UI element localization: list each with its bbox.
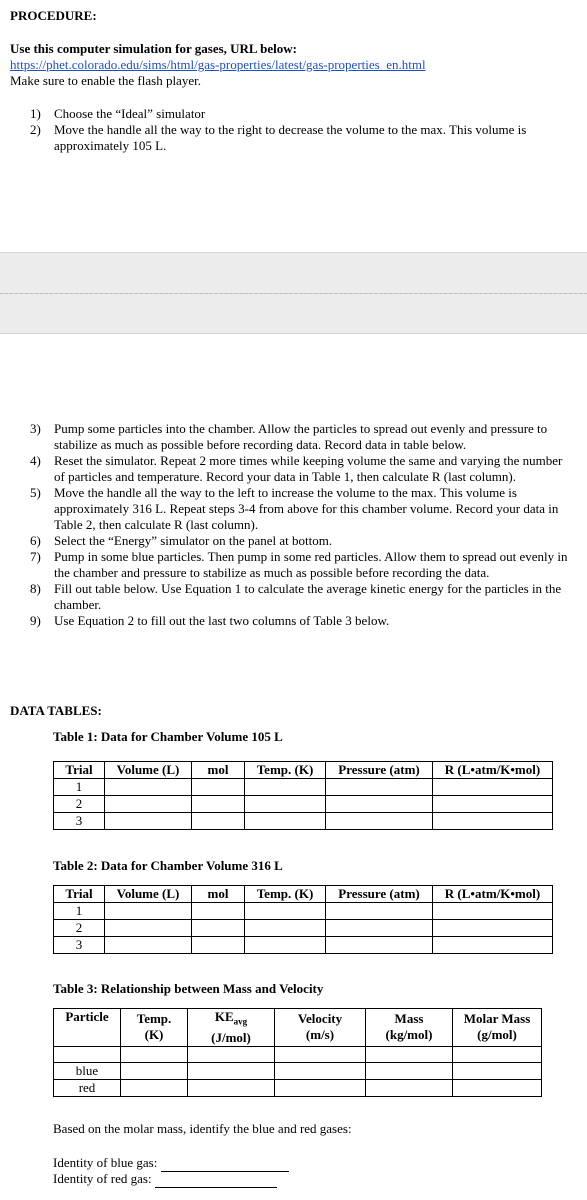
col-temp: Temp. (K) [245,762,326,779]
input-cell[interactable] [188,1046,275,1062]
input-cell[interactable] [245,937,326,954]
col-mass-label: Mass [394,1011,424,1027]
step-text: Pump some particles into the chamber. Allow the particles to spread out evenly and pressure to stabilize as much as possible before recording data. Record data in table below. [54,421,548,452]
input-cell[interactable] [326,903,433,920]
input-cell[interactable] [121,1062,188,1079]
step-number: 4) [30,453,41,468]
input-cell[interactable] [366,1062,453,1079]
table1 [53,761,553,830]
input-cell[interactable] [245,903,326,920]
input-cell[interactable] [121,1079,188,1096]
col-r: R (L•atm/K•mol) [433,762,553,779]
input-cell[interactable] [105,813,192,830]
input-cell[interactable] [105,920,192,937]
col-volume: Volume (L) [105,886,192,903]
input-cell[interactable] [433,903,553,920]
input-cell[interactable] [54,1046,121,1062]
table1-caption: Table 1: Data for Chamber Volume 105 L [53,729,283,744]
table-row [54,1062,542,1079]
table-row [54,1046,542,1062]
input-cell[interactable] [433,796,553,813]
col-particle [54,1009,121,1047]
trial-cell: 3 [54,813,105,830]
step-text: Pump in some blue particles. Then pump in some red particles. Allow them to spread out evenly in the chamber and pressure to stabilize as much as possible before recording the data. [54,549,568,580]
trial-cell: 1 [54,903,105,920]
step-text: Move the handle all the way to the left to increase the volume to the max. This volume is approximately 316 L. Repeat steps 3-4 from above for this chamber volume. Record your data in Table 2, then calculate R (last column). [54,485,559,532]
input-cell[interactable] [326,796,433,813]
step-8 [10,581,570,613]
col-mol: mol [192,762,245,779]
input-cell[interactable] [326,779,433,796]
col-pressure: Pressure (atm) [326,762,433,779]
table-header-row [54,886,553,903]
col-temp-label: Temp. [136,1011,172,1027]
input-cell[interactable] [121,1046,188,1062]
table3 [53,1008,542,1097]
col-trial: Trial [54,886,105,903]
step-text: Fill out table below. Use Equation 1 to calculate the average kinetic energy for the particles in the chamber. [54,581,562,612]
blue-gas-row [53,1155,289,1172]
input-cell[interactable] [433,937,553,954]
table-row [54,796,553,813]
input-cell[interactable] [105,796,192,813]
step-text: Select the “Energy” simulator on the panel at bottom. [54,533,333,548]
input-cell[interactable] [326,813,433,830]
input-cell[interactable] [192,903,245,920]
table-row [54,903,553,920]
table3-caption: Table 3: Relationship between Mass and Velocity [53,981,324,996]
step-number: 6) [30,533,41,548]
input-cell[interactable] [105,937,192,954]
step-text: Choose the “Ideal” simulator [54,106,206,121]
step-text: Move the handle all the way to the right to decrease the volume to the max. This volume is approximately 105 L. [54,122,527,153]
blue-gas-answer-line[interactable] [161,1155,289,1172]
steps-list-a [10,106,570,154]
col-ke [188,1009,275,1047]
input-cell[interactable] [192,920,245,937]
step-7 [10,549,570,581]
input-cell[interactable] [245,920,326,937]
col-mol: mol [192,886,245,903]
step-number: 8) [30,581,41,596]
steps-list-b [10,421,570,629]
step-number: 2) [30,122,41,137]
input-cell[interactable] [245,796,326,813]
col-ke-subscript: avg [233,1016,248,1027]
trial-cell: 2 [54,796,105,813]
col-velocity-unit: (m/s) [305,1027,335,1043]
input-cell[interactable] [433,813,553,830]
flash-note: Make sure to enable the flash player. [10,73,201,88]
col-molar-mass-label: Molar Mass [463,1011,531,1027]
col-ke-label: KE [214,1009,234,1024]
col-temp [121,1009,188,1047]
input-cell[interactable] [192,813,245,830]
step-text: Reset the simulator. Repeat 2 more times while keeping volume the same and varying the number of particles and temperature. Record your data in Table 1, then calculate R (last column). [54,453,563,484]
col-mass-unit: (kg/mol) [385,1027,433,1043]
trial-cell: 3 [54,937,105,954]
col-temp: Temp. (K) [245,886,326,903]
col-volume: Volume (L) [105,762,192,779]
col-molar-mass-unit: (g/mol) [477,1027,517,1043]
col-pressure: Pressure (atm) [326,886,433,903]
page-break-band-top [0,252,587,294]
input-cell[interactable] [275,1079,366,1096]
data-tables-heading: DATA TABLES: [10,703,102,718]
col-ke-unit: (J/mol) [211,1029,251,1045]
input-cell[interactable] [245,813,326,830]
step-1 [10,106,570,122]
input-cell[interactable] [105,779,192,796]
red-gas-answer-line[interactable] [155,1171,277,1188]
page-break-band-bottom [0,294,587,334]
col-mass [366,1009,453,1047]
input-cell[interactable] [326,937,433,954]
blue-gas-label: Identity of blue gas: [53,1155,158,1170]
input-cell[interactable] [245,779,326,796]
table2 [53,885,553,954]
red-gas-row [53,1171,277,1188]
input-cell[interactable] [453,1079,542,1096]
identify-prompt: Based on the molar mass, identify the blue and red gases: [53,1121,352,1136]
step-9 [10,613,570,629]
particle-cell-blue: blue [54,1062,121,1079]
particle-cell-red: red [54,1079,121,1096]
input-cell[interactable] [188,1079,275,1096]
col-trial: Trial [54,762,105,779]
input-cell[interactable] [433,920,553,937]
input-cell[interactable] [188,1062,275,1079]
col-velocity [275,1009,366,1047]
table-header-row [54,762,553,779]
col-particle-label: Particle [65,1009,109,1024]
input-cell[interactable] [433,779,553,796]
step-number: 9) [30,613,41,628]
table2-caption: Table 2: Data for Chamber Volume 316 L [53,858,283,873]
table-row [54,1079,542,1096]
input-cell[interactable] [192,937,245,954]
simulation-instruction: Use this computer simulation for gases, URL below: [10,41,297,56]
input-cell[interactable] [275,1046,366,1062]
step-text: Use Equation 2 to fill out the last two columns of Table 3 below. [54,613,390,628]
table-row [54,937,553,954]
input-cell[interactable] [105,903,192,920]
input-cell[interactable] [192,796,245,813]
trial-cell: 1 [54,779,105,796]
step-number: 3) [30,421,41,436]
table-row [54,920,553,937]
trial-cell: 2 [54,920,105,937]
input-cell[interactable] [453,1046,542,1062]
step-number: 5) [30,485,41,500]
simulation-url-link[interactable]: https://phet.colorado.edu/sims/html/gas-properties/latest/gas-properties_en.html [10,57,426,72]
step-2 [10,122,570,154]
table-header-row [54,1009,542,1047]
step-4 [10,453,570,485]
input-cell[interactable] [326,920,433,937]
input-cell[interactable] [275,1062,366,1079]
col-r: R (L•atm/K•mol) [433,886,553,903]
input-cell[interactable] [366,1046,453,1062]
col-molar-mass [453,1009,542,1047]
step-5 [10,485,570,533]
step-3 [10,421,570,453]
table-row [54,813,553,830]
input-cell[interactable] [192,779,245,796]
step-number: 7) [30,549,41,564]
procedure-heading: PROCEDURE: [10,8,97,23]
col-temp-unit: (K) [144,1027,164,1043]
step-6 [10,533,570,549]
red-gas-label: Identity of red gas: [53,1171,152,1186]
input-cell[interactable] [453,1062,542,1079]
step-number: 1) [30,106,41,121]
col-velocity-label: Velocity [297,1011,343,1027]
table-row [54,779,553,796]
input-cell[interactable] [366,1079,453,1096]
